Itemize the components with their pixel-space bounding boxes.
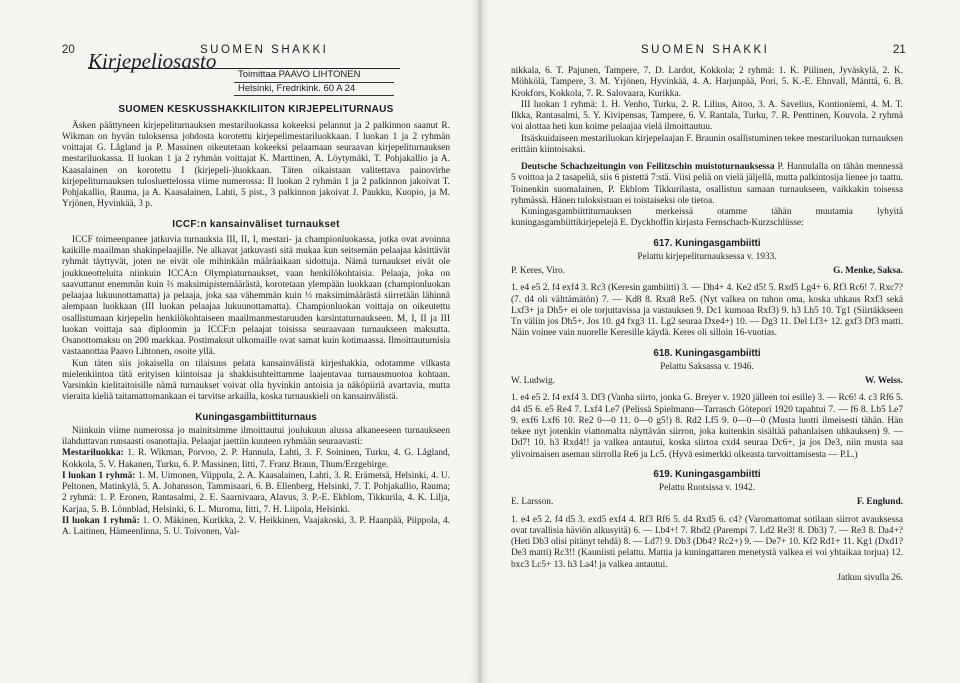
white-player: W. Ludwig.: [511, 376, 556, 386]
group-paragraph: [62, 516, 450, 539]
section-heading: ICCF:n kansainväliset turnaukset: [172, 218, 340, 230]
group-paragraph: [62, 471, 450, 516]
white-player: E. Larsson.: [511, 497, 554, 508]
paragraph: Itsäskuidaiseen mestariluokan kirjepelaajan F. Braunin osallistuminen tekee mestariluokan turnauksen erittäin kiintoisaksi.: [511, 133, 903, 155]
paragraph: Kuningasgambiittiturnauksen merkeissä otamme tähän muutamia lyhyitä kuningasgambiittikirjepelejä E. Dyckhoffin kirjasta Fernschach-Kurzschlüsse:: [511, 207, 903, 229]
group-text: 1. O. Mäkinen, Kurikka, 2. V. Heikkinen, Vaajakoski, 3. P. Haanpää, Piippola, 4. A. Laitinen, Hämeenlinna, 5. U. Toivonen, Val-: [62, 515, 450, 537]
game-heading: 617. Kuningasgambiitti: [653, 237, 761, 249]
continued-note: Jatkuu sivulla 26.: [837, 572, 903, 583]
running-head-left: SUOMEN SHAKKI: [200, 44, 329, 56]
group-label: Mestariluokka:: [62, 448, 124, 459]
dsz-lead: Deutsche Schachzeitungin von Feilitzschin muistoturnauksessa: [521, 162, 775, 172]
black-player: W. Weiss.: [864, 376, 903, 386]
group-label: II luokan 1 ryhmä:: [62, 515, 140, 526]
paragraph: Kun täten siis jokaisella on tilaisuus pelata kansainvälistä kirjeshakkia, odotamme vilkasta mielenkiintoa tätä erityisen kiintoisaa ja shakkisuhteittamme laajentavaa turnausmuotoa kohtaan. Varsinkin kielitaitoisille nämä turnaukset voivat olla hyvinkin antoisia ja näköpiiriä avartavia, mutta vieraita kieliä taitamattomankaan ei tarvitse arkailla, koska turnauskieli on kansainvälistä.: [62, 358, 450, 403]
group-label: I luokan 1 ryhmä:: [62, 470, 136, 481]
right-page: [481, 0, 960, 683]
group-paragraph: [62, 448, 450, 471]
white-player: P. Keres, Viro.: [511, 266, 566, 276]
game-event: Pelattu Saksassa v. 1946.: [660, 361, 754, 372]
game-event: Pelattu kirjepeliturnauksessa v. 1933.: [637, 251, 777, 262]
paragraph: Niinkuin viime numerossa jo mainitsimme ilmoittautui joulukuun alussa alkaneeseen turnaukseen ilahduttavan runsaasti osanottajia. Pelaajat jaettiin kuuteen ryhmään seuraavasti:: [62, 425, 450, 447]
game-moves: 1. e4 e5 2. f4 d5 3. exd5 exf4 4. Rf3 Rf6 5. d4 Rxd5 6. c4? (Varomattomat sotilaan siirrot avauksessa ovat tavallisia häviön alkusyitä) 6. — Lb4+! 7. Rbd2 (Parempi 7. Ld2 Re3! 8. Db3) 7. — Re3 8. Da4+? (Heti Db3 olisi pitänyt tehdä) 8. — Ld7! 9. Db3 (Db4? Rc2+) 9. — De7+ 10. Kf2 Rd1+ 11. Kg1 (Dxd1? De3 matti) Rc3!! (Kauniisti pelattu. Mattia ja kuningattaren menetystä valkea ei voi yhtaikaa torjua) 12. bxc3 Lc5+ 13. h3 La4! ja valkea antautui.: [511, 514, 903, 570]
group-text: 1. R. Wikman, Porvoo, 2. P. Hannula, Lahti, 3. F. Soininen, Turku, 4. G. Lågland, Kokkola, 5. V. Hakanen, Turku, 6. P. Massinen, Iitti, 7. Franz Braun, Thum/Erzgebirge.: [62, 448, 450, 470]
masthead-title: Kirjepeliosasto: [88, 56, 400, 69]
imprint-editor: Toimittaa PAAVO LIHTONEN: [234, 69, 394, 83]
black-player: G. Menke, Saksa.: [833, 266, 903, 276]
running-head-right: SUOMEN SHAKKI: [641, 44, 770, 56]
masthead-imprint: [234, 69, 394, 96]
left-page: [0, 0, 479, 683]
game-players: [511, 266, 903, 277]
group-text: 1. M. Uimonen, Viippula, 2. A. Kaasalainen, Lahti, 3. R. Erämetsä, Helsinki, 4. U. Peltonen, Matinkylä, 5. A. Johansson, Tammisaari, 6. B. Ellenberg, Helsinki, 7. T. Pohjakallio, Rauma; 2 ryhmä: 1. P. Eronen, Rantasalmi, 2. E. Saarnivaara, Alavus, 3. P.-E. Ekblom, Tikkurila, 4. K. Lilja, Karjaa, 5. B. Lönnblad, Helsinki, 6. L. Muroma, Iitti, 7. H. Liipola, Helsinki.: [62, 470, 450, 515]
page-number-right: 21: [893, 44, 906, 56]
paragraph: III luokan 1 ryhmä: 1. H. Venho, Turku, 2. R. Lilius, Aitoo, 3. A. Savelius, Kontioniemi, 4. M. T. Ilkka, Rantasalmi, 5. Y. Kivipensas, Tampere, 6. V. Rantala, Turku, 7. R. Penttinen, Kouvola. 2 ryhmä voi alottaa heti kun koime pelaajaa vielä ilmoittautuu.: [511, 99, 903, 133]
page-number-left: 20: [62, 44, 75, 56]
section-heading: SUOMEN KESKUSSHAKKILIITON KIRJEPELITURNAUS: [118, 104, 394, 116]
imprint-address: Helsinki, Fredrikink. 60 A 24: [234, 83, 394, 97]
game-players: [511, 497, 903, 508]
game-moves: 1. e4 e5 2. f4 exf4 3. Rc3 (Keresin gambiitti) 3. — Dh4+ 4. Ke2 d5! 5. Rxd5 Lg4+ 6. Rf3 Rc6! 7. Rxc7? (7. d4 oli välttämätön) 7. — Kd8 8. Rxa8 Re5. (Nyt valkea on tuhon oma, koska uhkaus Rxf3 sekä Lxf3+ ja Dh5+ ei ole torjuttavissa ja vastauksen 9. Dc1 kumoaa Rxf3) 9. h3 Lh5 10. Tg1 (Siirtäkkseen Tn väliin jos Dh5+. Jos 10. g4 fxg3 11. Lg2 seuraa Dxe4+) 10. — Dg3 11. Del Lf3+ 12. gxf3 Df3 matti. Näin voinee vain nuorelle Keresille käydä. Keres oli silloin 16-vuotias.: [511, 283, 903, 339]
black-player: F. Englund.: [856, 497, 903, 508]
dsz-text: P. Hannulalla on tähän mennessä 5 voittoa ja 2 tasapeliä, siis 6 pistettä 7:stä. Viisi peliä on vielä jäljellä, mutta palkintosija lienee jo taattu. Toinenkin suomalainen, P. Ekblom Tikkurilasta, osallistuu samaan turnaukseen, vaikkakin toisessa ryhmässä. Hänen tuloksistaan ei toistaiseksi ole tietoa.: [511, 162, 904, 206]
game-heading: 619. Kuningasgambiitti: [653, 468, 761, 480]
paragraph: nikkala, 6. T. Pajunen, Tampere, 7. D. Lardot, Kokkola; 2 ryhmä: 1. K. Piilinen, Jyväskylä, 2. K. Möhkölä, Tampere, 3. M. Yrjönen, Hyvinkää, 4. A. Harjunpää, Pori, 5. K.-E. Ehnvall, Mänttä, 6. B. Krokfors, Kokkola, 7. R. Salovaara, Kurikka.: [511, 66, 903, 99]
game-heading: 618. Kuningasgambiitti: [653, 347, 761, 359]
section-heading: Kuningasgambiittiturnaus: [195, 411, 317, 423]
game-players: [511, 376, 903, 387]
paragraph: Äsken päättyneen kirjepeliturnauksen mestariluokassa kokeeksi pelannut ja 2 palkinnon saanut R. Wikman on hyvän tuloksensa johdosta korotettu kirjepelimestariluokkaan. I luokan 1 ja 2 ryhmän voittajat G. Lågland ja P. Massinen oikeutetaan kokeeksi pelaamaan seuraavan kirjepeliturnauksen mestariluokassa. II luokan 1 ja 2 ryhmän voittajat K. Marttinen, A. Löytymäki, T. Pohjakallio ja A. Kaasalainen on korotettu I (kirjepeli-)luokkaan. Täten oikaistaan valitettava painovirhe kirjepeliturnauksen tulosluettelossa viime numerossa: II luokan 2 ryhmän 1 ja 2 palkinnon jakoivat T. Pohjakallio, Rauma, ja A. Kaasalainen, Lahti, 5 pist., 3 palkinnon jakoivat J. Paukku, Kuopio, ja M. Yrjönen, Hyvinkää, 3 p.: [62, 120, 450, 210]
game-moves: 1. e4 e5 2. f4 exf4 3. Df3 (Vanha siirto, jonka G. Breyer v. 1920 jälleen toi esille) 3. — Rc6! 4. c3 Rf6 5. d4 d5 6. e5 Re4 7. Lxf4 Le7 (Pelissä Spielmann—Tarrasch Göteporí 1920 tapahtui 7. — f6 8. Lb5 Le7 9. exf6 Lxf6 10. Re2 0—0 11. 0—0 g5!) 8. Rd2 Lf5 9. 0—0—0 (Musta luotti ilmeisesti tähän. Hän tekee nyt jotenkin viattomalta näyttävän siirron, joka kuitenkin sisältää pahanlaisen uhkauksen) 9. — Dd7! 10. h3 Rxd4!! ja valkea antautui, koska siirtoa cxd4 seuraa Dc6+, ja jos De3, niin musta saa ylivoimaisen aseman siirrolla Re6 ja Lc5. (Hyvä esimerkki olkeasta tarvoittamisesta — P.L.): [511, 393, 903, 460]
paragraph: [511, 162, 903, 207]
paragraph: ICCF toimeenpanee jatkuvia turnauksia III, II, I, mestari- ja championluokassa, jotka ovat avoinna kaikille maailman shakinpelaajille. Ne alkavat jatkuvasti sitä mukaa kun seitsemän pelaajaa käsittävät ryhmät täyttyvät, joten ne eivät ole mihinkään määräaikaan sidottuja. Nämä turnaukset eivät ole joukkueotteluita niinkuin ICCA:n Olympiaturnaukset, vaan henkilökohtaisia. Pelaaja, joka on saavuttanut enemmän kuin ⅔ maksimipistemäärästä, korotetaan ylempään luokkaan (championluokan pelaajaa lukuunottamatta) ja pelaaja, joka saa vähemmän kuin ⅓ maksimimäärästä siirretään lähinnä alempaan luokkaan (III luokan pelaajaa lukuunottamatta). Championluokan voittaja on oikeutettu osallistumaan kirjepelin henkilökohtaiseen maailmanmestaruuden karsintaturnaukseen. M, I, II ja III luokan voittaja saa diploomin ja ICCF:n pelaajat toisissa seuraavaan turnaukseen maksutta. Osanottomaksu on 200 markkaa. Postimaksut ulkomaille ovat samat kuin kotimaassa. Ilmoittautumisia vastaanottaa Paavo Lihtonen, osoite yllä.: [62, 234, 450, 358]
right-column: [511, 66, 903, 584]
game-event: Pelattu Ruotsissa v. 1942.: [658, 483, 756, 493]
